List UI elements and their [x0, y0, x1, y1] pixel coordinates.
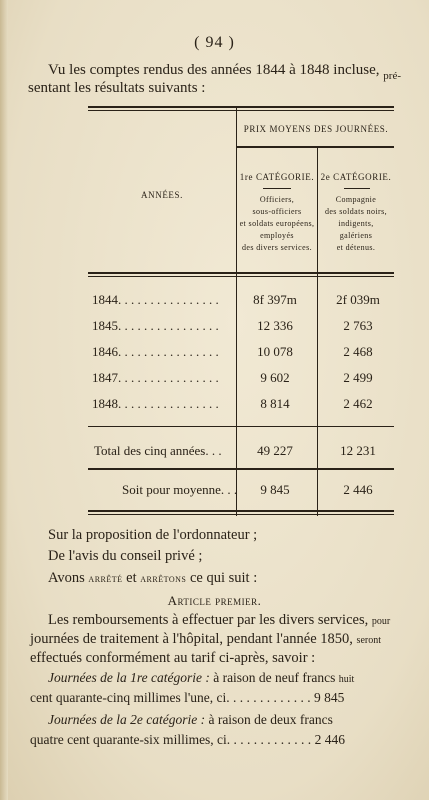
row-cat1-value: 8f 397m: [253, 292, 297, 307]
para1-text-2: journées de traitement à l'hôpital, pendant l'année 1850,: [30, 631, 353, 647]
j1-line-1: [48, 670, 354, 686]
j2-italic: Journées de la 2e catégorie :: [48, 712, 206, 727]
avons-line: [48, 570, 257, 587]
j1-line-2: [30, 690, 344, 706]
cat2-description: [318, 194, 394, 254]
arretons-word: arrêtons: [140, 571, 187, 585]
j2-text-1: à raison de deux francs: [208, 712, 333, 727]
total-cat2: 12 231: [340, 443, 376, 458]
average-cat1: 9 845: [260, 482, 290, 497]
j2-line-2: [30, 732, 345, 748]
cat2-short-rule: [344, 188, 370, 189]
cat1-header: 1re CATÉGORIE.: [239, 172, 315, 182]
row-cat2-value: 2 468: [343, 344, 373, 359]
cat2-desc-line: indigents,: [338, 219, 374, 228]
page-spine-shadow: [0, 0, 8, 800]
intro-line-1: [48, 62, 401, 82]
j1-text-2: cent quarante-cinq millimes l'une, ci. . . . . . . . . . . . .: [30, 690, 311, 705]
row-cat2-value: 2 462: [343, 396, 373, 411]
cat1-desc-line: des divers services.: [242, 243, 312, 252]
table-vline-years: [236, 106, 237, 516]
para1-text-1: Les remboursements à effectuer par les divers services,: [48, 612, 369, 628]
intro-text-1: Vu les comptes rendus des années 1844 à 1848 incluse,: [48, 62, 380, 78]
cat1-description: [237, 194, 317, 254]
j2-text-2: quatre cent quarante-six millimes, ci. . . . . . . . . . . . .: [30, 732, 312, 747]
cat1-desc-line: employés: [260, 231, 294, 240]
j2-value: 2 446: [314, 732, 345, 747]
cat2-desc-line: galériens: [339, 231, 373, 240]
cat1-short-rule: [263, 188, 291, 189]
row-year: 1845. . . . . . . . . . . . . . . .: [92, 318, 219, 333]
total-rule: [88, 426, 394, 427]
row-year: 1844. . . . . . . . . . . . . . . .: [92, 292, 219, 307]
header-bottom-rule: [88, 272, 394, 274]
total-cat1: 49 227: [257, 443, 293, 458]
j1-italic: Journées de la 1re catégorie :: [48, 670, 210, 685]
proposition-line: Sur la proposition de l'ordonnateur ;: [48, 527, 258, 543]
row-cat1-value: 12 336: [257, 318, 293, 333]
average-label: Soit pour moyenne. . .: [122, 482, 238, 497]
avons-rest: ce qui suit :: [189, 570, 258, 586]
j1-value: 9 845: [314, 690, 345, 705]
table-bottom-rule: [88, 510, 394, 512]
article-heading: [0, 592, 429, 610]
para1-margin-1: pour: [371, 616, 391, 627]
prices-table: [88, 106, 394, 516]
page-number: ( 94 ): [194, 34, 235, 51]
total-label: Total des cinq années. . .: [94, 443, 222, 458]
cat1-desc-line: et soldats européens,: [239, 219, 315, 228]
para1-line-1: [48, 612, 390, 629]
row-cat1-value: 10 078: [257, 344, 293, 359]
years-header: ANNÉES.: [141, 190, 183, 200]
row-cat2-value: 2 763: [343, 318, 373, 333]
article-title: Article premier.: [167, 593, 262, 608]
group-header: PRIX MOYENS DES JOURNÉES.: [243, 124, 389, 134]
average-rule: [88, 468, 394, 470]
row-cat2-value: 2 499: [343, 370, 373, 385]
row-year: 1846. . . . . . . . . . . . . . . .: [92, 344, 219, 359]
cat2-desc-line: Compagnie: [335, 195, 377, 204]
header-bottom-rule-thin: [88, 276, 394, 277]
row-cat1-value: 9 602: [260, 370, 290, 385]
cat2-header: 2e CATÉGORIE.: [320, 172, 392, 182]
table-top-rule-thin: [88, 110, 394, 111]
et-word: et: [126, 570, 137, 586]
avons-text: Avons: [48, 570, 85, 586]
para1-line-3: effectués conformément au tarif ci-après, savoir :: [30, 650, 316, 666]
para1-margin-2: seront: [356, 635, 381, 646]
avis-line: De l'avis du conseil privé ;: [48, 548, 203, 564]
table-top-rule: [88, 106, 394, 108]
j1-text-1: à raison de neuf francs: [213, 670, 336, 685]
intro-margin-word: pré-: [383, 70, 401, 82]
row-cat2-value: 2f 039m: [336, 292, 380, 307]
cat1-desc-line: Officiers,: [259, 195, 295, 204]
j1-margin: huit: [338, 674, 355, 685]
table-bottom-rule-thin: [88, 514, 394, 515]
arrete-word: arrêté: [88, 571, 123, 585]
cat2-desc-line: des soldats noirs,: [324, 207, 388, 216]
cat2-desc-line: et détenus.: [336, 243, 376, 252]
row-cat1-value: 8 814: [260, 396, 290, 411]
j2-line-1: [48, 712, 333, 728]
para1-line-2: [30, 631, 381, 648]
average-cat2: 2 446: [343, 482, 373, 497]
intro-line-2: sentant les résultats suivants :: [28, 80, 206, 96]
group-header-rule: [237, 146, 394, 148]
row-year: 1848. . . . . . . . . . . . . . . .: [92, 396, 219, 411]
cat1-desc-line: sous-officiers: [252, 207, 302, 216]
row-year: 1847. . . . . . . . . . . . . . . .: [92, 370, 219, 385]
